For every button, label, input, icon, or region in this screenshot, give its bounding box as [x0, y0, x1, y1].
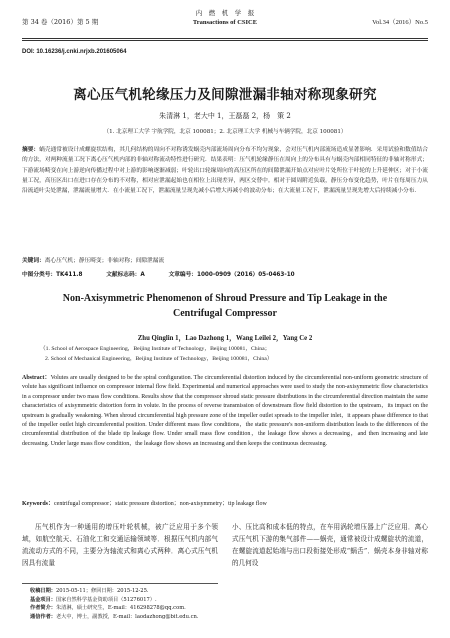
footnote-received — [30, 587, 226, 596]
journal-name-cn: 内 燃 机 学 报 — [195, 9, 255, 17]
classification-line — [22, 269, 428, 278]
footnote-corresponding — [30, 613, 226, 622]
abstract-cn — [22, 145, 428, 196]
abstract-cn-label: 摘要： — [22, 147, 40, 153]
footnote-label: 基金项目： — [30, 596, 56, 603]
header-rule — [22, 38, 428, 39]
footnote-text: 国家自然科学基金资助项目（51276017）. — [55, 596, 157, 603]
footnote-text: 老大中，博士，副教授，E-mail：laodazhong@bit.edu.cn. — [55, 613, 199, 620]
footnote-text: 2015-05-11；修回日期：2015-12-25. — [55, 588, 149, 594]
header-rule-thin — [22, 40, 428, 41]
keywords-en-label: Keywords： — [22, 501, 54, 507]
footnote-label: 作者简介： — [30, 605, 56, 612]
footnotes — [30, 587, 226, 621]
footnote-author — [30, 604, 226, 613]
body-text — [22, 521, 428, 577]
abstract-en — [22, 374, 428, 449]
footnote-label: 收稿日期： — [30, 588, 56, 594]
affiliation-en-line: （1. School of Aerospace Engineering，Beijing Institute of Technology，Beijing 100081，China； — [40, 346, 271, 352]
clc-number: 中图分类号：TK411.8 — [22, 272, 83, 278]
running-header — [22, 8, 428, 36]
affiliation-en — [40, 345, 272, 364]
keywords-cn-label: 关键词： — [22, 258, 45, 264]
footnote-rule — [22, 583, 218, 584]
keywords-en — [22, 498, 428, 507]
abstract-en-text: Volutes are usually designed to be the spiral configuration. The circumferential distortion induced by the circumferential non-uniform geometric structure of volute has significant influence on compressor internal flow field. Experimental and numerical approaches were used to study the non-axisymmetric flow characteristics in a compressor under two mass flow conditions. Results show that the compressor shroud static pressure distributions in the circumferential direction maintain the same characteristics of axisymmetric distortion form in volute. In the process of reverse transmission of downstream flow field distortion to the upstream，its impact on the upstream is gradually weakening. When shroud circumferential high pressure zone of the impeller outlet spreads to the impeller inlet，it appears phase difference to that of the impeller outlet high circumferential position. Under different mass flow conditions，the static pressure's non-uniform distribution leads to the differences of the circumferential distribution of the blade tip leakage flow. Under small mass flow condition，the leakage flow shows a decreasing，and then increasing and late decreasing. Under large mass flow condition，the leakage flow shows an increasing and then keeps the continuous decreasing. — [22, 375, 429, 447]
abstract-cn-text: 蜗壳通常被设计成螺旋状结构，其几何结构的周向不对称诱发蜗壳内部流场周向分布不均匀现象，会对压气机内部流场造成显著影响．采用试验和数值结合的方法，对两种流量工况下离心压气机内部的非轴对称流动特性进行研究．结果表明：压气机轮缘静压在周向上的分布具有与蜗壳内部相同特征的非轴对称形式；下游流场畸变在向上游逆向传播过程中对上游的影响逐渐减弱；叶轮出口轮缘周向的高压区所在的间隙泄漏开始点对应叶片处所位于叶轮的上升延伸区；对于小流量工况，高压区出口在进口存在分布的不对称，相对应泄漏起始也在相位上出现差异，两区交替中。相对于圆周附近负载，静压分布变化趋势，叶片在每周压力从沿流道叶尖处泄漏，泄漏流量增大．在小流量工况下，泄漏流量呈现先减小后增大再减小的波动分布；在大流量工况下，泄漏流量呈现先增大后持续减小分布． — [22, 147, 428, 195]
journal-name — [22, 9, 428, 27]
affiliation-en-line: 2. School of Mechanical Engineering，Beijing Institute of Technology，Beijing 100081，China） — [45, 355, 273, 362]
document-code: 文献标志码：A — [106, 272, 145, 278]
body-column-left: 压气机作为一种通用的增压叶轮机械，被广泛应用于多个领域，如航空航天、石油化工和交通运输领域等．根据压气机内部气流流动方式的不同，主要分为轴流式和离心式两种．离心式压气机因具有流量 — [22, 523, 218, 567]
keywords-cn-text: 离心压气机；静压畸变；非轴对称；间隙泄漏流 — [44, 258, 165, 264]
article-number: 文章编号：1000-0909（2016）05-0463-10 — [168, 272, 295, 278]
abstract-en-label: Abstract： — [22, 375, 51, 381]
doi[interactable]: DOI: 10.16236/j.cnki.nrjxb.201605064 — [22, 49, 127, 55]
volume-issue-en: Vol.34（2016）No.5 — [372, 19, 428, 26]
journal-name-en: Transactions of CSICE — [192, 19, 258, 26]
volume-issue-cn: 第 34 卷（2016）第 5 期 — [22, 18, 99, 26]
keywords-en-text: centrifugal compressor；static pressure distortion；non-axisymmetry；tip leakage flow — [54, 501, 267, 507]
authors-cn: 朱清淋 1，老大中 1，王磊磊 2，杨 策 2 — [159, 112, 291, 120]
keywords-cn — [22, 255, 428, 264]
authors-en: Zhu Qinglin 1，Lao Dazhong 1，Wang Leilei 2，Yang Ce 2 — [137, 335, 313, 342]
footnote-funding — [30, 596, 226, 605]
footnote-text: 朱清淋，硕士研究生，E-mail：416298278@qq.com. — [55, 605, 186, 612]
affiliation-cn: （1. 北京理工大学 宇航学院，北京 100081；2. 北京理工大学 机械与车辆学院，北京 100081） — [103, 129, 347, 135]
title-cn: 离心压气机轮缘压力及间隙泄漏非轴对称现象研究 — [73, 87, 377, 103]
body-column-right: 小、压比高和成本低的特点，在车用涡轮增压器上广泛应用．离心式压气机下游的集气部件——蜗壳，通常被设计成螺旋状的流道，在螺旋流道起始端与出口段衔接处形成“蜗舌”．蜗壳本身非轴对称的几何设 — [232, 523, 428, 567]
footnote-label: 通信作者： — [30, 613, 56, 620]
title-en: Non-Axisymmetric Phenomenon of Shroud Pressure and Tip Leakage in the Centrifugal Compressor — [62, 293, 388, 319]
